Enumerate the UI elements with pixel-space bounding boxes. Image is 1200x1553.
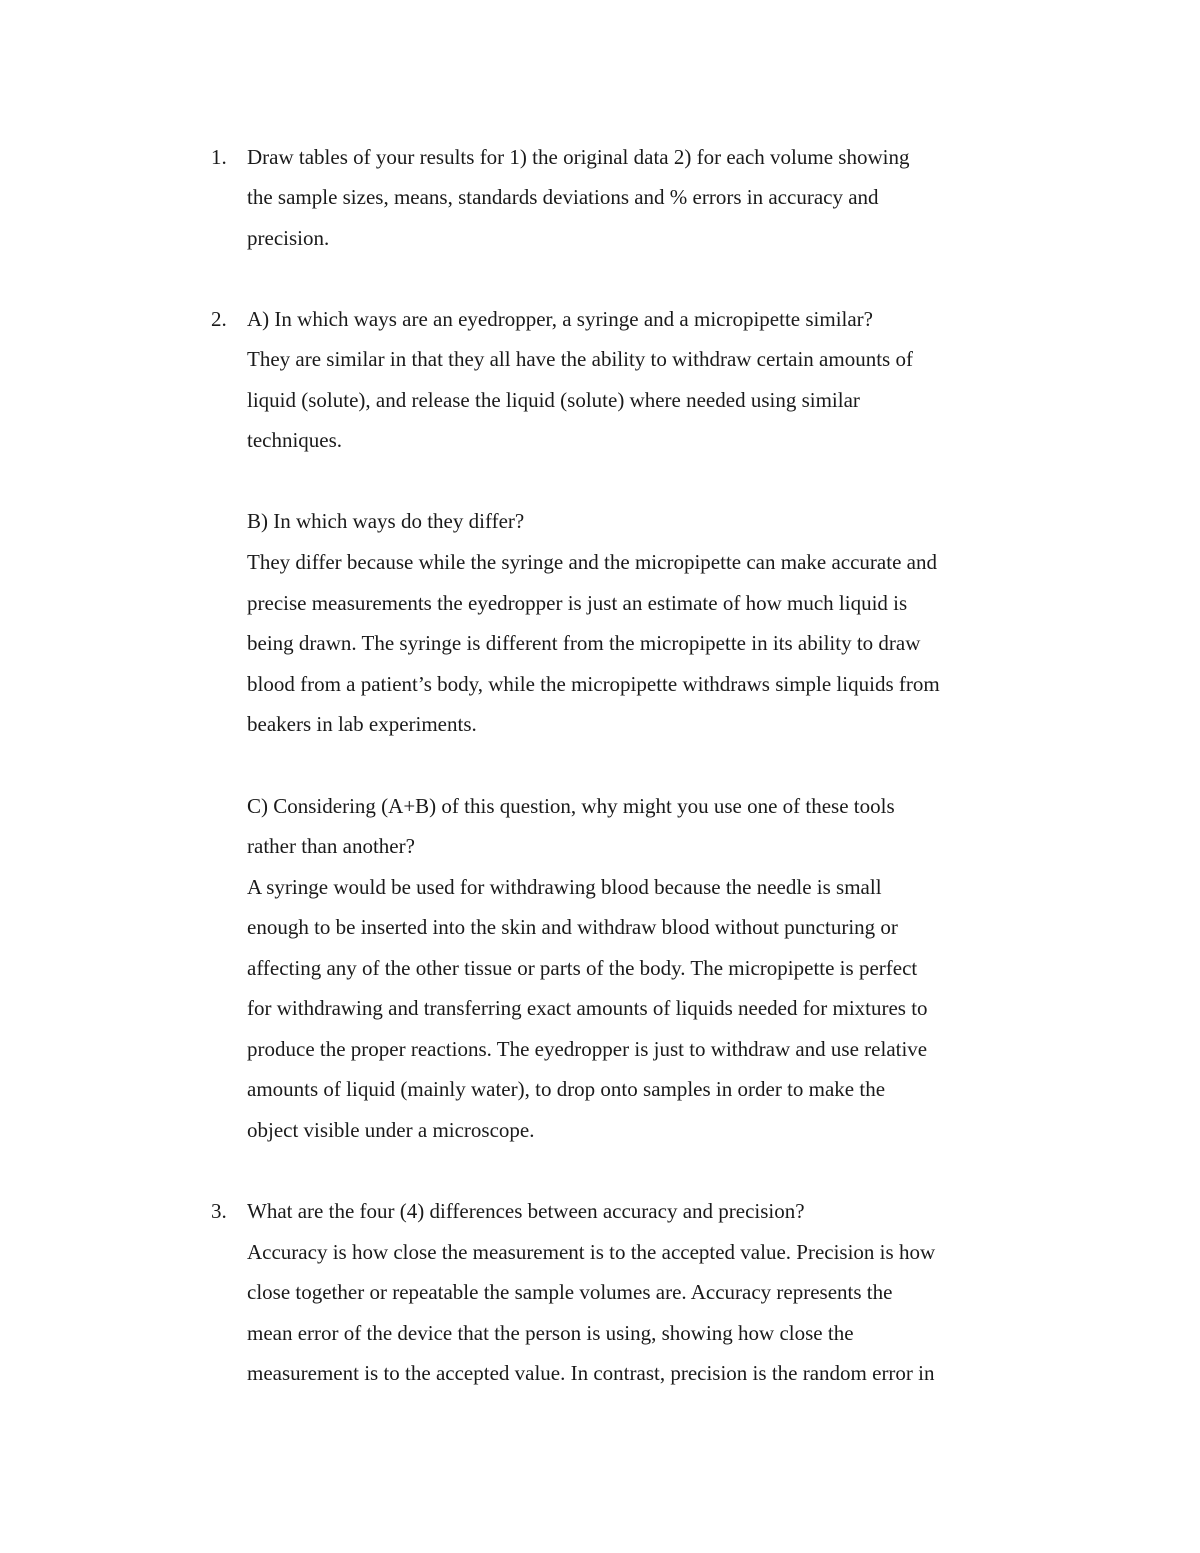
item-2c-answer-line-1: A syringe would be used for withdrawing blood because the needle is small [247, 875, 882, 899]
item-2c-answer-line-6: amounts of liquid (mainly water), to drop onto samples in order to make the [247, 1077, 886, 1101]
item-2a-answer-line-1: They are similar in that they all have the ability to withdraw certain amounts of [247, 347, 913, 371]
item-2c-answer-line-3: affecting any of the other tissue or parts of the body. The micropipette is perfect [247, 956, 918, 980]
item-2b-answer-line-2: precise measurements the eyedropper is just an estimate of how much liquid is [247, 591, 908, 615]
item-2a-answer-line-2: liquid (solute), and release the liquid (solute) where needed using similar [247, 388, 860, 412]
item-number-1: 1. [211, 145, 227, 169]
item-2c-answer-line-4: for withdrawing and transferring exact amounts of liquids needed for mixtures to [247, 996, 928, 1020]
item-3-answer-line-3: mean error of the device that the person is using, showing how close the [247, 1321, 854, 1345]
item-2b-answer-line-3: being drawn. The syringe is different from the micropipette in its ability to draw [247, 631, 921, 655]
item-2b-question: B) In which ways do they differ? [247, 509, 525, 533]
item-3-question: What are the four (4) differences between accuracy and precision? [247, 1199, 805, 1223]
item-3-answer-line-1: Accuracy is how close the measurement is to the accepted value. Precision is how [247, 1240, 936, 1264]
item-number-2: 2. [211, 307, 227, 331]
item-1-line-1: Draw tables of your results for 1) the original data 2) for each volume showing [247, 145, 910, 169]
item-3-answer-line-2: close together or repeatable the sample volumes are. Accuracy represents the [247, 1280, 893, 1304]
item-2b-answer-line-1: They differ because while the syringe and the micropipette can make accurate and [247, 550, 937, 574]
item-2c-answer-line-5: produce the proper reactions. The eyedropper is just to withdraw and use relative [247, 1037, 928, 1061]
item-2c-answer-line-2: enough to be inserted into the skin and withdraw blood without puncturing or [247, 915, 898, 939]
item-2c-answer-line-7: object visible under a microscope. [247, 1118, 535, 1142]
item-1-line-3: precision. [247, 226, 330, 250]
item-2c-question-line-1: C) Considering (A+B) of this question, why might you use one of these tools [247, 794, 895, 818]
item-3-answer-line-4: measurement is to the accepted value. In contrast, precision is the random error in [247, 1361, 935, 1385]
item-2b-answer-line-4: blood from a patient’s body, while the micropipette withdraws simple liquids from [247, 672, 940, 696]
item-number-3: 3. [211, 1199, 227, 1223]
item-2a-answer-line-3: techniques. [247, 428, 343, 452]
item-2b-answer-line-5: beakers in lab experiments. [247, 712, 477, 736]
item-1-line-2: the sample sizes, means, standards deviations and % errors in accuracy and [247, 185, 879, 209]
item-2a-question: A) In which ways are an eyedropper, a syringe and a micropipette similar? [247, 307, 874, 331]
item-2c-question-line-2: rather than another? [247, 834, 415, 858]
